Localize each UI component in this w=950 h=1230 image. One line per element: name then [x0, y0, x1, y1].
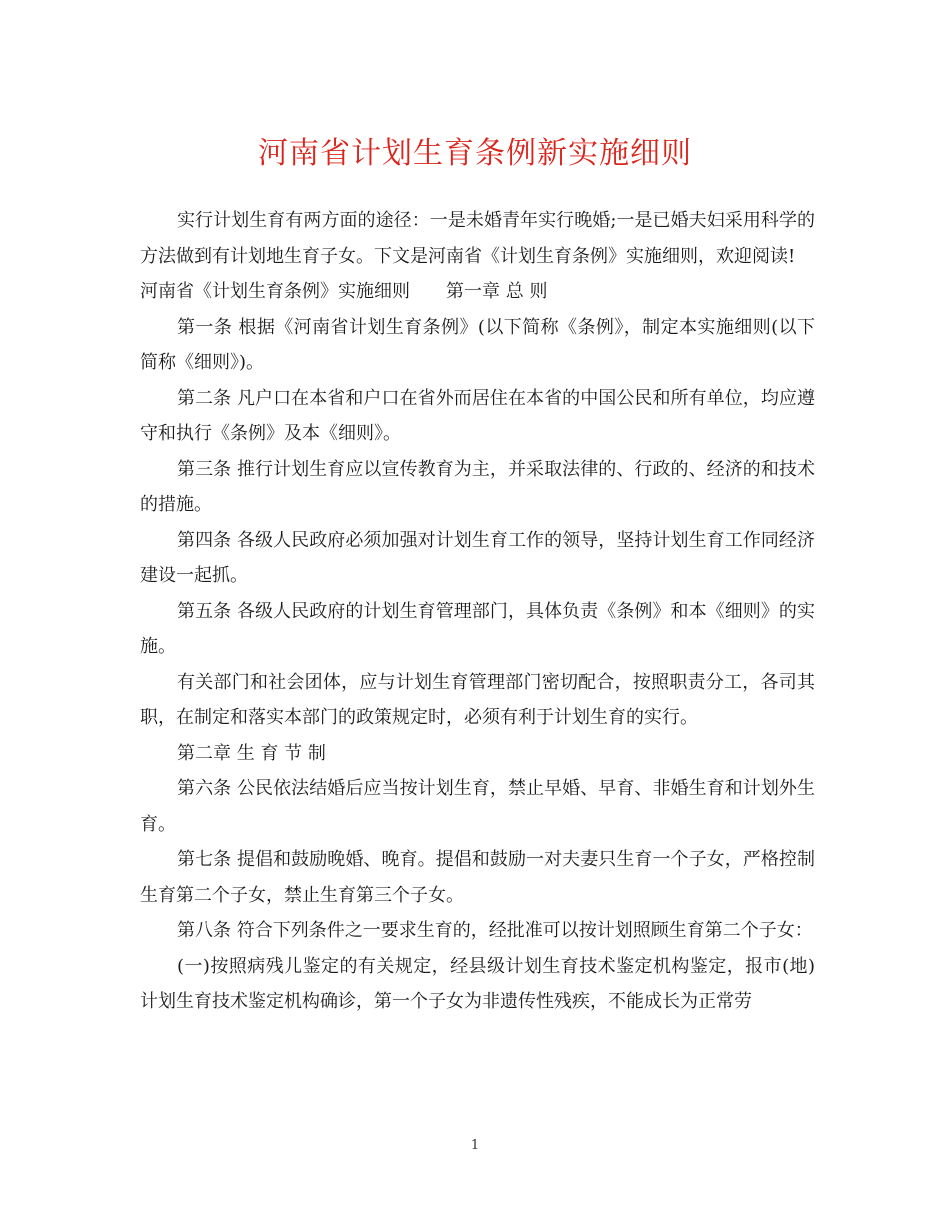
- paragraph-article-2: 第二条 凡户口在本省和户口在省外而居住在本省的中国公民和所有单位，均应遵守和执行《条例》及本《细则》。: [140, 387, 815, 444]
- paragraph-article-5: 第五条 各级人民政府的计划生育管理部门，具体负责《条例》和本《细则》的实施。: [140, 600, 815, 657]
- page-number: 1: [470, 1138, 480, 1153]
- paragraph-chapter-two-heading: 第二章 生 育 节 制: [177, 742, 326, 764]
- paragraph-chapter-one-heading: 河南省《计划生育条例》实施细则 第一章 总 则: [140, 281, 548, 302]
- paragraph-article-3: 第三条 推行计划生育应以宣传教育为主，并采取法律的、行政的、经济的和技术的措施。: [140, 458, 815, 515]
- paragraph-article-8-item-1: (一)按照病残儿鉴定的有关规定，经县级计划生育技术鉴定机构鉴定，报市(地)计划生育技术鉴定机构确诊，第一个子女为非遗传性残疾，不能成长为正常劳: [140, 955, 815, 1012]
- paragraph-intro: 实行计划生育有两方面的途径：一是未婚青年实行晚婚;一是已婚夫妇采用科学的方法做到有计划地生育子女。下文是河南省《计划生育条例》实施细则，欢迎阅读!: [140, 210, 815, 267]
- document-title: 河南省计划生育条例新实施细则: [258, 136, 692, 171]
- paragraph-article-5-continued: 有关部门和社会团体，应与计划生育管理部门密切配合，按照职责分工，各司其职，在制定和落实本部门的政策规定时，必须有利于计划生育的实行。: [140, 671, 815, 728]
- paragraph-article-6: 第六条 公民依法结婚后应当按计划生育，禁止早婚、早育、非婚生育和计划外生育。: [140, 778, 815, 835]
- paragraph-article-4: 第四条 各级人民政府必须加强对计划生育工作的领导，坚持计划生育工作同经济建设一起抓。: [140, 529, 815, 586]
- document-body: [140, 203, 815, 1020]
- paragraph-article-1: 第一条 根据《河南省计划生育条例》(以下简称《条例》，制定本实施细则(以下简称《细则》)。: [140, 316, 815, 373]
- paragraph-article-7: 第七条 提倡和鼓励晚婚、晚育。提倡和鼓励一对夫妻只生育一个子女，严格控制生育第二个子女，禁止生育第三个子女。: [140, 849, 815, 906]
- paragraph-article-8: 第八条 符合下列条件之一要求生育的，经批准可以按计划照顾生育第二个子女：: [177, 920, 813, 941]
